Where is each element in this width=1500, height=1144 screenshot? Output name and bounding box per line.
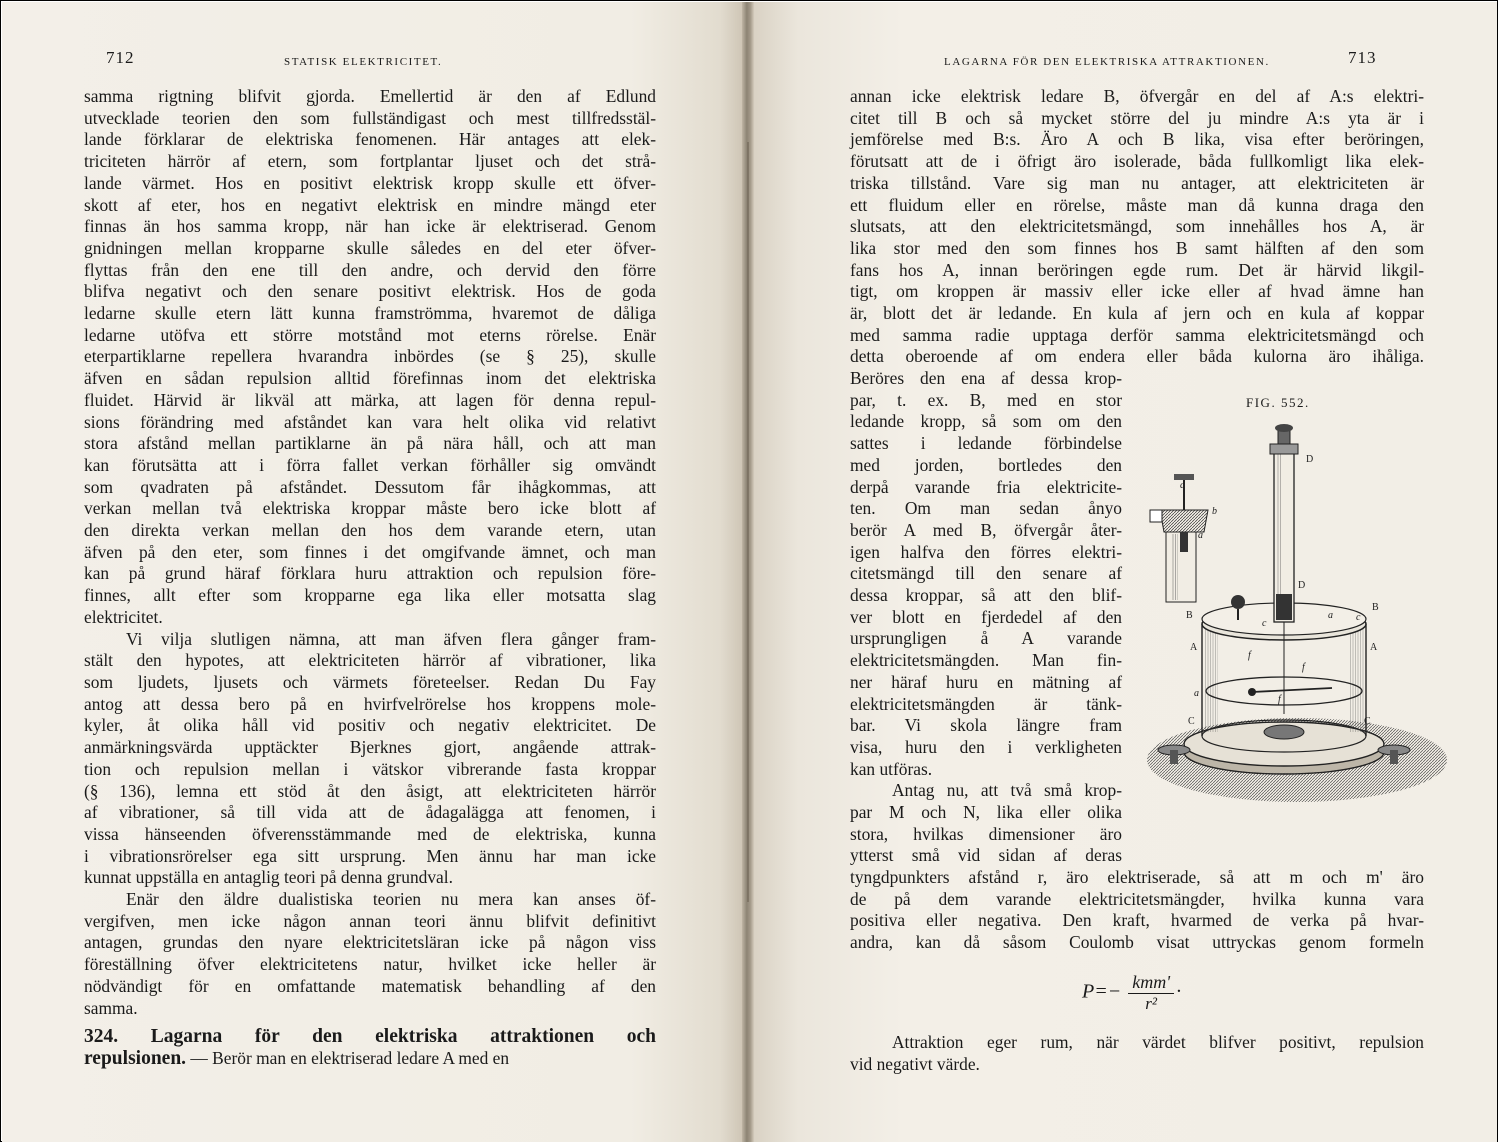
right-running-head: LAGARNA FÖR DEN ELEKTRISKA ATTRAKTIONEN. <box>944 56 1270 68</box>
formula-denominator: r² <box>1145 994 1157 1013</box>
text-line: triska tillstånd. Vare sig man nu antager, att elektriciteten är <box>850 172 1424 193</box>
text-line: ten. Om man sedan ånyo <box>850 498 1122 519</box>
text-line: utvecklade teorien den som fullständigast och mest tillfredsstäl- <box>84 107 656 128</box>
text-line: föreställning öfver elektricitetens natur, hvilket icke heller är <box>84 954 656 975</box>
formula-numerator: kmm' <box>1128 972 1174 994</box>
text-line: par M och N, lika eller olika <box>850 802 1122 823</box>
text-line: förutsatt att de i öfrigt äro isolerade, båda fullkomligt lika elek- <box>850 151 1424 172</box>
text-line: ner häraf huru en mätning af <box>850 671 1122 692</box>
text-line: sions förändring med afståndet kan vara helt olika vid relativt <box>84 411 656 432</box>
text-line: stora, hvilkas dimensioner äro <box>850 823 1122 844</box>
section-heading-rest: — Berör man en elektriserad ledare A med en <box>186 1047 510 1068</box>
text-line: med samma radie upptaga derför samma elektricitetsmängd och <box>850 324 1424 345</box>
text-line: Attraktion eger rum, när värdet blifver positivt, repulsion <box>892 1032 1424 1052</box>
text-line: den direkta verkan mellan den hos dem varande etern, utan <box>84 520 656 541</box>
book-gutter <box>742 2 754 1142</box>
text-line: jemförelse med B:s. Äro A och B lika, visa efter beröringen, <box>850 129 1424 150</box>
text-line: kunnat uppställa en antaglig teori på denna grundval. <box>84 867 453 888</box>
text-line: kyler, åt olika håll vid positiv och negativ elektricitet. De <box>84 715 656 736</box>
text-line: (§ 136), lemna ett stöd åt den åsigt, att elektriciteten härrör <box>84 780 656 801</box>
text-line: fluidet. Härvid är likväl att märka, att lagen för denna repul- <box>84 389 656 410</box>
text-line: ledarne utöfva ett större motstånd mot eterns rörelse. Enär <box>84 324 656 345</box>
charged-ball <box>1231 595 1245 609</box>
text-line: Vi vilja slutligen nämna, att man äfven flera gånger fram- <box>126 628 656 649</box>
right-body-text-after-figure <box>850 867 1424 954</box>
text-line: ledande kropp, så som om den <box>850 411 1122 432</box>
text-line: verkan mellan två elektriska kroppar måste bero icke blott af <box>84 498 656 519</box>
text-line: triciteten härrör af etern, som fortplantar ljuset och det strå- <box>84 151 656 172</box>
text-line: citetsmängd till den senare af <box>850 563 1122 584</box>
text-line: stält den hypotes, att elektriciteten härrör af vibrationer, lika <box>84 650 656 671</box>
text-line: tyngdpunkters afstånd r, äro elektriserade, så att m och m' äro <box>850 867 1424 887</box>
text-line: tion och repulsion mellan i vätskor vibrerande fasta kroppar <box>84 758 656 779</box>
text-line: vid negativt värde. <box>850 1053 980 1074</box>
text-line: äfven en sådan repulsion alltid förefinnas inom det elektriska <box>84 368 656 389</box>
text-line: visa, huru den i verkligheten <box>850 736 1122 757</box>
text-line: vissa hänseenden öfverensstämmande med de elektriska, kunna <box>84 823 656 844</box>
right-body-text-wrapped <box>850 368 1122 867</box>
text-line: antog att dessa bero på en hvirfvelrörelse hos kroppens mole- <box>84 693 656 714</box>
text-line: berör A med B, öfvergår åter- <box>850 519 1122 540</box>
text-line: Enär den äldre dualistiska teorien nu mera kan anses öf- <box>126 889 656 910</box>
text-line: samma rigtning blifvit gjorda. Emellertid är den af Edlund <box>84 86 656 106</box>
text-line: lande värmet. Hos en positivt elektrisk kropp skulle ett öfver- <box>84 172 656 193</box>
right-closing-text <box>850 1032 1424 1075</box>
text-line: nödvändigt för en omfattande matematisk behandling af den <box>84 975 656 996</box>
text-line: vergifven, men icke någon annan teori ännu blifvit definitivt <box>84 910 656 931</box>
label-f-lower: f <box>1278 694 1281 705</box>
label-a-inset: a <box>1198 530 1203 541</box>
right-body-text <box>850 86 1424 368</box>
left-page-number: 712 <box>106 48 135 67</box>
left-running-head: STATISK ELEKTRICITET. <box>284 56 443 68</box>
label-D-mid: D <box>1298 580 1306 591</box>
text-line: slutsats, att den elektricitetsmängd, som innehålles hos A, är <box>850 216 1424 237</box>
text-line: Antag nu, att två små krop- <box>892 780 1122 801</box>
label-c-right: c <box>1356 612 1361 623</box>
coulomb-formula <box>1082 972 1181 1014</box>
right-page-number: 713 <box>1348 48 1377 67</box>
text-line: dessa kroppar, så att den blif- <box>850 585 1122 606</box>
label-B-left: B <box>1186 610 1193 621</box>
text-line: finnas än hos samma kropp, när han icke är elektriserad. Genom <box>84 216 656 237</box>
label-f-mid: f <box>1302 662 1305 673</box>
text-line: elektricitetsmängden. Man fin- <box>850 650 1122 671</box>
text-line: lande förklarar de elektriska fenomenen. Här antages att elek- <box>84 129 656 150</box>
figure-caption: FIG. 552. <box>1246 395 1310 410</box>
section-heading-324 <box>84 1026 656 1069</box>
text-line: ledarne skulle etern lätt kunna framströmma, hvaremot de dåliga <box>84 303 656 324</box>
formula-end: · <box>1176 980 1182 1003</box>
text-line: positiva eller negativa. Den kraft, hvarmed de verka på hvar- <box>850 910 1424 931</box>
text-line: anmärkningsvärda upptäckter Bjerknes gjort, angående attrak- <box>84 737 656 758</box>
text-line: stora afstånd mellan partiklarne än på nära håll, och att man <box>84 433 656 454</box>
label-B-right: B <box>1372 602 1379 613</box>
text-line: eterpartiklarne repellera hvarandra inbördes (se § 25), skulle <box>84 346 656 367</box>
text-line: gnidningen mellan kropparne skulle således en del eter öfver- <box>84 237 656 258</box>
text-line: ver blott en fjerdedel af den <box>850 606 1122 627</box>
text-line: blifva negativt och den senare positivt elektrisk. Hos de goda <box>84 281 656 302</box>
text-line: citet till B och så mycket större del ju mindre A:s yta är i <box>850 107 1424 128</box>
text-line: par, t. ex. B, med en stor <box>850 389 1122 410</box>
right-page <box>754 2 1497 1142</box>
section-heading-line2 <box>84 1048 656 1070</box>
text-line: derpå varande fria elektricite- <box>850 476 1122 497</box>
torsion-head <box>1270 444 1298 454</box>
text-line: fans hos A, innan beröringen egde rum. Det är härvid likgil- <box>850 259 1424 280</box>
text-line: är, blott det är ledande. En kula af jern och en kula af koppar <box>850 303 1424 324</box>
label-d: d <box>1180 480 1185 491</box>
label-b: b <box>1212 506 1217 517</box>
label-a-ring: a <box>1194 688 1199 699</box>
text-line: antagen, grundas den nyare elektricitetsläran icke på någon viss <box>84 932 656 953</box>
text-line: kan utföras. <box>850 758 933 779</box>
text-line: med jorden, bortledes den <box>850 454 1122 475</box>
text-line: andra, kan då såsom Coulomb visat uttryckas genom formeln <box>850 932 1424 953</box>
label-A-left: A <box>1190 642 1198 653</box>
text-line: finnes, allt efter som kropparne ega lika eller motsatta slag <box>84 585 656 606</box>
text-line: i vibrationsrörelser ega sitt ursprung. Men ännu har man icke <box>84 845 656 866</box>
section-heading-line1: 324. Lagarna för den elektriska attraktionen och <box>84 1026 656 1047</box>
text-line: elektricitetsmängden är tänk- <box>850 693 1122 714</box>
text-line: tigt, om kroppen är massiv eller icke eller af hvad ämne han <box>850 281 1424 302</box>
text-line: de på dem varande elektricitetsmängder, hvilka kunna vara <box>850 888 1424 909</box>
text-line: ytterst små vid sidan af deras <box>850 845 1122 866</box>
text-line: skott af eter, hos en negativt elektrisk en mindre mängd eter <box>84 194 656 215</box>
text-line: som ljudets, ljusets och värmets företeelser. Redan Du Fay <box>84 671 656 692</box>
label-D-top: D <box>1306 454 1314 465</box>
text-line: ett fluidum eller en rörelse, måste man då kunna draga den <box>850 194 1424 215</box>
section-heading-bold: repulsionen. <box>84 1047 187 1069</box>
text-line: af vibrationer, så till vida att de ådagalägga att fenomen, i <box>84 802 656 823</box>
formula-lhs: P=− <box>1082 980 1122 1003</box>
text-line: som qvadraten på afståndet. Dessutom får ihågkommas, att <box>84 476 656 497</box>
label-C-right: C <box>1364 716 1371 727</box>
text-line: flyttas från den ene till den andre, och dervid den förre <box>84 259 656 280</box>
text-line: ursprungligen å A varande <box>850 628 1122 649</box>
label-A-right: A <box>1370 642 1378 653</box>
text-line: samma. <box>84 997 138 1018</box>
text-line: igen halfva den förres elektri- <box>850 541 1122 562</box>
torsion-needle <box>1252 688 1332 692</box>
label-c-left: c <box>1262 618 1267 629</box>
left-body-text <box>84 86 656 1019</box>
text-line: kan på grund häraf förklara huru attraktion och repulsion före- <box>84 563 656 584</box>
text-line: annan icke elektrisk ledare B, öfvergår en del af A:s elektri- <box>850 86 1424 106</box>
text-line: sattes i ledande förbindelse <box>850 433 1122 454</box>
text-line: elektricitet. <box>84 606 163 627</box>
text-line: äfven på den eter, som finnes i det omgifvande ämnet, och man <box>84 541 656 562</box>
text-line: lika stor med den som finnes hos B samt hälften af den som <box>850 237 1424 258</box>
label-f-upper: f <box>1248 650 1251 661</box>
dish <box>1264 725 1304 739</box>
text-line: kan förutsätta att i förra fallet verkan förhåller sig omvändt <box>84 454 656 475</box>
label-C-left: C <box>1188 716 1195 727</box>
label-a-top: a <box>1328 610 1333 621</box>
text-line: Beröres den ena af dessa krop- <box>850 368 1122 388</box>
text-line: detta oberoende af om endera eller båda kulorna äro ihåliga. <box>850 346 1424 367</box>
figure-552-illustration <box>1132 414 1452 816</box>
left-page <box>2 2 742 1142</box>
text-line: bar. Vi skola längre fram <box>850 715 1122 736</box>
